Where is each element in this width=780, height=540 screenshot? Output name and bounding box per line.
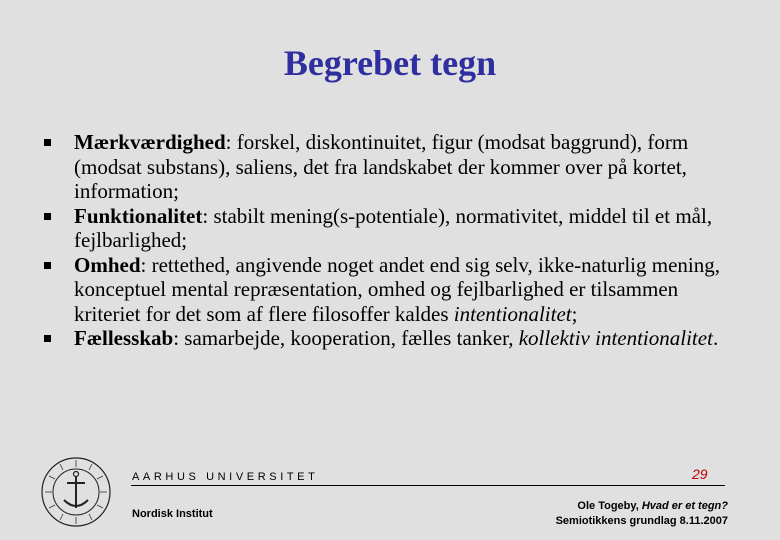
bullet-text: : stabilt mening(s-potentiale), normativitet, middel til et mål, fejlbarlighed; [74,203,713,252]
lecture-title: Hvad er et tegn? [641,500,728,512]
footer-divider [131,485,725,486]
university-name: AARHUS UNIVERSITET [132,471,319,483]
bullet-text: : rettethed, angivende noget andet end sig selv, ikke-naturlig mening, konceptuel mental repræsentation, omhed og fejlbarlighed er tilsammen kriteriet for det som af flere filosoffer kaldes [74,252,720,326]
footer-author-line [556,499,728,514]
bullet-text: : forskel, diskontinuitet, figur (modsat baggrund), form (modsat substans), saliens, det fra landskabet der kommer over på kortet, information; [74,130,689,203]
bullet-term: Fællesskab [74,326,174,350]
page-number: 29 [692,466,708,482]
bullet-tail: ; [571,301,578,326]
bullet-item [44,130,744,204]
bullet-item [44,253,744,327]
bullet-term: Mærkværdighed [74,130,226,154]
bullet-item [44,326,744,351]
square-bullet-icon [44,262,51,269]
bullet-item [44,204,744,253]
university-seal-icon [40,456,112,528]
bullet-tail: . [712,326,719,350]
bullet-list [44,130,744,351]
slide-title: Begrebet tegn [283,43,497,83]
bullet-text: : samarbejde, kooperation, fælles tanker, [173,326,519,350]
footer-credits [556,499,728,529]
square-bullet-icon [44,213,51,220]
bullet-emphasis: kollektiv intentionalitet [518,326,713,350]
square-bullet-icon [44,335,51,342]
department-name: Nordisk Institut [132,508,213,520]
bullet-term: Omhed [74,252,141,277]
bullet-term: Funktionalitet [74,203,203,228]
author-name: Ole Togeby, [577,500,642,512]
course-info: Semiotikkens grundlag 8.11.2007 [555,515,728,527]
bullet-emphasis: intentionalitet [453,301,572,326]
square-bullet-icon [44,139,51,146]
